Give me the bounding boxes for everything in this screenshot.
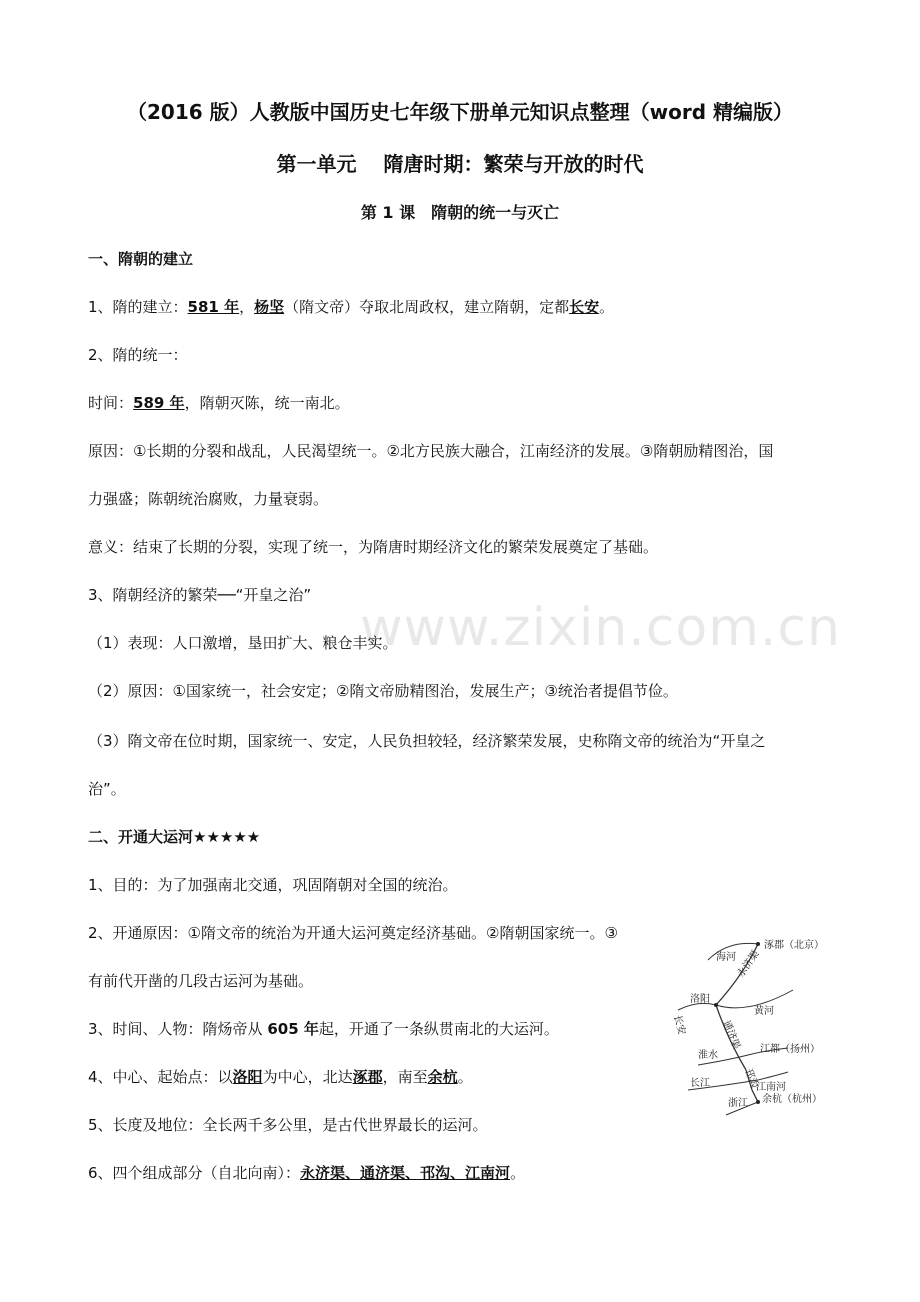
paragraph: 5、长度及地位：全长两千多公里，是古代世界最长的运河。 — [88, 1116, 488, 1134]
map-label-changan: 长安 — [671, 1013, 687, 1037]
key-term: 永济渠、通济渠、邗沟、江南河 — [300, 1164, 511, 1182]
map-label-zhuojun: 涿郡（北京） — [764, 940, 824, 951]
map-label-zhejiang: 浙江 — [728, 1098, 748, 1109]
map-label-jiangnanhe: 江南河 — [756, 1082, 786, 1093]
paragraph: 6、四个组成部分（自北向南）：永济渠、通济渠、邗沟、江南河。 — [88, 1164, 526, 1182]
paragraph: 意义：结束了长期的分裂，实现了统一，为隋唐时期经济文化的繁荣发展奠定了基础。 — [88, 538, 659, 556]
map-label-yuhang: 余杭（杭州） — [762, 1094, 822, 1105]
yuhang-marker — [756, 1100, 760, 1104]
lesson-title: 第 1 课 隋朝的统一与灭亡 — [360, 203, 560, 222]
paragraph: 2、隋的统一： — [88, 346, 188, 364]
paragraph: 原因：①长期的分裂和战乱，人民渴望统一。②北方民族大融合，江南经济的发展。③隋朝励精图治，国 — [88, 442, 774, 460]
unit-title: 第一单元 隋唐时期：繁荣与开放的时代 — [276, 152, 644, 176]
section-heading: 一、隋朝的建立 — [88, 250, 194, 268]
key-term: 杨坚 — [254, 298, 285, 316]
map-label-hangou: 邗沟 — [742, 1067, 760, 1090]
key-term: 605 年 — [267, 1020, 319, 1038]
section-heading: 二、开通大运河★★★★★ — [88, 828, 261, 846]
paragraph: 1、隋的建立：581 年，杨坚（隋文帝）夺取北周政权，建立隋朝，定都长安。 — [88, 298, 615, 316]
paragraph: 治”。 — [88, 780, 126, 798]
paragraph: （3）隋文帝在位时期，国家统一、安定，人民负担较轻，经济繁荣发展，史称隋文帝的统治为“开皇之 — [88, 732, 766, 750]
key-term: 长安 — [569, 298, 600, 316]
map-label-changjiang: 长江 — [690, 1078, 710, 1089]
map-label-haihe: 海河 — [716, 952, 736, 963]
map-label-yongjiqu: 永济渠 — [735, 948, 762, 980]
map-label-luoyang: 洛阳 — [690, 994, 710, 1005]
paragraph: 力强盛；陈朝统治腐败，力量衰弱。 — [88, 490, 329, 508]
paragraph: 有前代开凿的几段古运河为基础。 — [88, 972, 314, 990]
document-title: （2016 版）人教版中国历史七年级下册单元知识点整理（word 精编版） — [127, 100, 793, 124]
key-term: 洛阳 — [232, 1068, 263, 1086]
paragraph: 3、时间、人物：隋炀帝从 605 年起，开通了一条纵贯南北的大运河。 — [88, 1020, 559, 1038]
paragraph: 4、中心、起始点：以洛阳为中心，北达涿郡，南至余杭。 — [88, 1068, 473, 1086]
grand-canal-map — [668, 930, 848, 1120]
map-label-huaishui: 淮水 — [698, 1050, 718, 1061]
map-label-tongjiqu: 通济渠 — [720, 1019, 742, 1051]
luoyang-marker — [714, 1003, 718, 1007]
paragraph: 时间：589 年，隋朝灭陈，统一南北。 — [88, 394, 350, 412]
paragraph: （1）表现：人口激增，垦田扩大、粮仓丰实。 — [88, 634, 398, 652]
map-label-huanghe: 黄河 — [754, 1006, 774, 1017]
zhuojun-marker — [756, 942, 760, 946]
paragraph: （2）原因：①国家统一，社会安定；②隋文帝励精图治，发展生产；③统治者提倡节俭。 — [88, 682, 678, 700]
key-term: 581 年 — [187, 298, 240, 316]
paragraph: 3、隋朝经济的繁荣──“开皇之治” — [88, 586, 312, 604]
map-label-jiangdu: 江都（扬州） — [760, 1044, 820, 1055]
key-term: 余杭 — [427, 1068, 458, 1086]
paragraph: 2、开通原因：①隋文帝的统治为开通大运河奠定经济基础。②隋朝国家统一。③ — [88, 924, 618, 942]
key-term: 涿郡 — [352, 1068, 383, 1086]
key-term: 589 年 — [133, 394, 185, 412]
paragraph: 1、目的：为了加强南北交通，巩固隋朝对全国的统治。 — [88, 876, 458, 894]
watermark: www.zixin.com.cn — [360, 598, 841, 658]
